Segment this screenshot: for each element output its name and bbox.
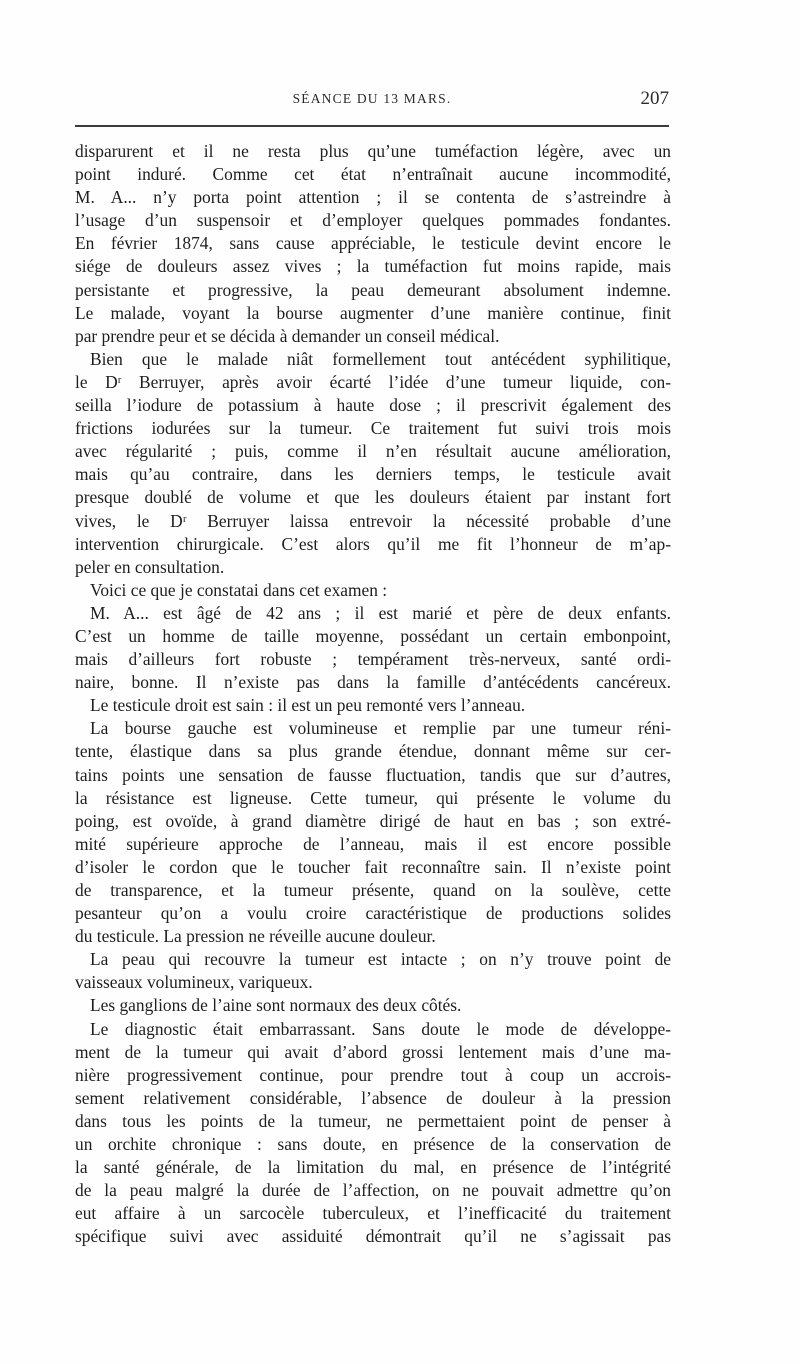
text-line: ment de la tumeur qui avait d’abord grossi lentement mais d’une ma- xyxy=(75,1041,671,1062)
text-line: point induré. Comme cet état n’entraînait aucune incommodité, xyxy=(75,164,671,185)
body-text xyxy=(75,140,671,1249)
text-line: sement relativement considérable, l’absence de douleur à la pression xyxy=(75,1087,671,1108)
text-line: Les ganglions de l’aine sont normaux des deux côtés. xyxy=(90,995,462,1016)
text-line: M. A... est âgé de 42 ans ; il est marié et père de deux enfants. xyxy=(90,602,671,623)
text-line: l’usage d’un suspensoir et d’employer quelques pommades fondantes. xyxy=(75,210,671,231)
running-head: SÉANCE DU 13 MARS. xyxy=(292,91,452,106)
text-line: Bien que le malade niât formellement tout antécédent syphilitique, xyxy=(90,348,671,369)
text-line: de la peau malgré la durée de l’affection, on ne pouvait admettre qu’on xyxy=(75,1180,671,1201)
text-line: presque doublé de volume et que les douleurs étaient par instant fort xyxy=(75,487,671,508)
text-line: seilla l’iodure de potassium à haute dose ; il prescrivit également des xyxy=(75,395,671,416)
text-line: peler en consultation. xyxy=(75,556,225,577)
header-rule xyxy=(75,125,669,127)
text-line: eut affaire à un sarcocèle tuberculeux, et l’inefficacité du traitement xyxy=(75,1203,671,1224)
text-line: mais qu’au contraire, dans les derniers temps, le testicule avait xyxy=(75,464,671,485)
text-line: dans tous les points de la tumeur, ne permettaient point de penser à xyxy=(75,1110,671,1131)
text-line: vaisseaux volumineux, variqueux. xyxy=(75,972,313,993)
text-line: nière progressivement continue, pour prendre tout à coup un accrois- xyxy=(75,1064,671,1085)
text-line: disparurent et il ne resta plus qu’une tuméfaction légère, avec un xyxy=(75,141,671,161)
text-line: Le testicule droit est sain : il est un peu remonté vers l’anneau. xyxy=(90,695,526,716)
text-line: siége de douleurs assez vives ; la tuméfaction fut moins rapide, mais xyxy=(75,256,671,277)
text-line: un orchite chronique : sans doute, en présence de la conservation de xyxy=(75,1134,671,1155)
text-line: du testicule. La pression ne réveille aucune douleur. xyxy=(75,926,436,947)
text-line: naire, bonne. Il n’existe pas dans la famille d’antécédents cancéreux. xyxy=(75,672,671,693)
text-line: mité supérieure approche de l’anneau, mais il est encore possible xyxy=(75,833,671,854)
text-line: M. A... n’y porta point attention ; il se contenta de s’astreindre à xyxy=(75,187,671,208)
text-line: La bourse gauche est volumineuse et remplie par une tumeur réni- xyxy=(90,718,671,739)
text-line: intervention chirurgicale. C’est alors qu’il me fit l’honneur de m’ap- xyxy=(75,533,671,554)
text-line: de transparence, et la tumeur présente, quand on la soulève, cette xyxy=(75,880,671,900)
text-line: tains points une sensation de fausse fluctuation, tandis que sur d’autres, xyxy=(75,764,671,785)
text-line: la résistance est ligneuse. Cette tumeur, qui présente le volume du xyxy=(75,787,671,808)
text-line: avec régularité ; puis, comme il n’en résultait aucune amélioration, xyxy=(75,441,671,462)
page-header xyxy=(75,88,669,114)
text-line: tente, élastique dans sa plus grande étendue, donnant même sur cer- xyxy=(75,741,671,762)
text-line: C’est un homme de taille moyenne, possédant un certain embonpoint, xyxy=(75,625,671,646)
text-line: frictions iodurées sur la tumeur. Ce traitement fut suivi trois mois xyxy=(75,418,671,439)
text-line: par prendre peur et se décida à demander un conseil médical. xyxy=(75,325,500,346)
text-line: pesanteur qu’on a voulu croire caractéristique de productions solides xyxy=(75,903,671,924)
text-line: la santé générale, de la limitation du mal, en présence de l’intégrité xyxy=(75,1157,671,1178)
text-line: le Dʳ Berruyer, après avoir écarté l’idée d’une tumeur liquide, con- xyxy=(75,371,671,392)
text-line: Le malade, voyant la bourse augmenter d’une manière continue, finit xyxy=(75,302,671,323)
text-line: poing, est ovoïde, à grand diamètre dirigé de haut en bas ; son extré- xyxy=(75,810,671,831)
text-line: Voici ce que je constatai dans cet examen : xyxy=(90,579,388,600)
text-line: Le diagnostic était embarrassant. Sans doute le mode de développe- xyxy=(90,1018,671,1039)
text-line: vives, le Dʳ Berruyer laissa entrevoir la nécessité probable d’une xyxy=(75,510,671,531)
text-line: mais d’ailleurs fort robuste ; tempérament très-nerveux, santé ordi- xyxy=(75,649,671,670)
text-line: d’isoler le cordon que le toucher fait reconnaître sain. Il n’existe point xyxy=(75,856,671,877)
text-line: La peau qui recouvre la tumeur est intacte ; on n’y trouve point de xyxy=(90,949,671,970)
text-line: En février 1874, sans cause appréciable, le testicule devint encore le xyxy=(75,233,671,254)
text-line: persistante et progressive, la peau demeurant absolument indemne. xyxy=(75,279,671,300)
text-line: spécifique suivi avec assiduité démontrait qu’il ne s’agissait pas xyxy=(75,1226,671,1247)
page-number: 207 xyxy=(640,88,669,109)
